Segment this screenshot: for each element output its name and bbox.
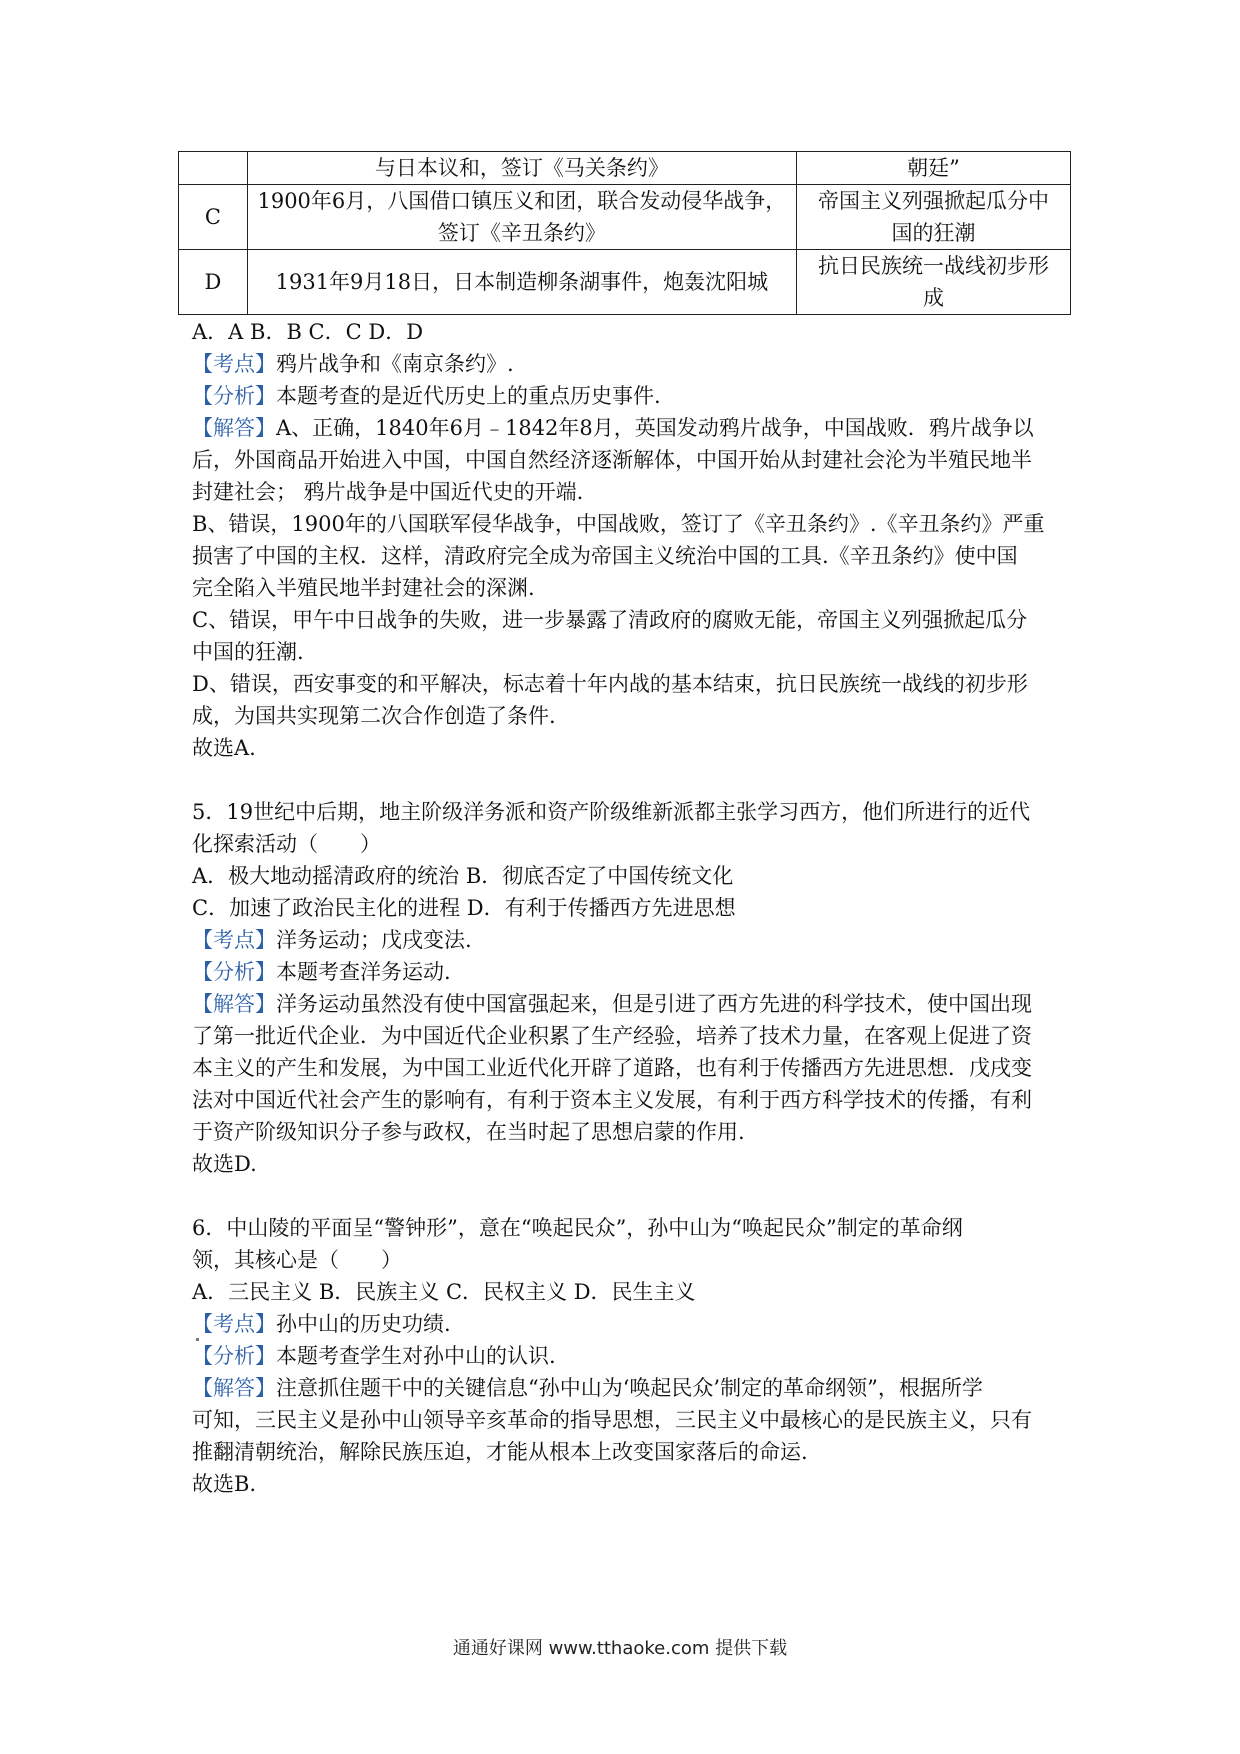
answer-choices: A．三民主义 B．民族主义 C．民权主义 D．民生主义 xyxy=(192,1280,696,1304)
result-text: 帝国主义列强掀起瓜分中 xyxy=(817,189,1049,213)
jieda-text: 可知，三民主义是孙中山领导辛亥革命的指导思想，三民主义中最核心的是民族主义，只有 xyxy=(192,1408,1032,1432)
table-row xyxy=(179,250,1071,315)
jieda-text: 中国的狂潮. xyxy=(192,640,304,664)
option-cell: D xyxy=(179,250,248,315)
jieda-text: A、正确，1840年6月﹣1842年8月，英国发动鸦片战争，中国战败．鸦片战争以 xyxy=(276,416,1034,440)
event-text: 与日本议和，签订《马关条约》 xyxy=(374,156,669,180)
result-cell xyxy=(796,152,1070,185)
table-row xyxy=(179,185,1071,250)
jieda-text: 本主义的产生和发展，为中国工业近代化开辟了道路，也有利于传播西方先进思想．戊戌变 xyxy=(192,1056,1032,1080)
stray-mark xyxy=(196,1338,199,1341)
event-cell xyxy=(247,250,796,315)
question-stem: 领，其核心是（ ） xyxy=(192,1248,402,1272)
event-text: 签订《辛丑条约》 xyxy=(437,221,606,245)
answer-conclusion: 故选A. xyxy=(192,736,256,760)
answer-choices: A．A B．B C．C D．D xyxy=(192,320,424,344)
jieda-text: 洋务运动虽然没有使中国富强起来，但是引进了西方先进的科学技术，使中国出现 xyxy=(276,992,1032,1016)
option-cell: C xyxy=(179,185,248,250)
table-row xyxy=(179,152,1071,185)
jieda-text: 封建社会； 鸦片战争是中国近代史的开端. xyxy=(192,480,584,504)
options-table xyxy=(178,151,1071,315)
kaodian-line: 【考点】孙中山的历史功绩. xyxy=(192,1312,451,1336)
jieda-text: B、错误，1900年的八国联军侵华战争，中国战败，签订了《辛丑条约》.《辛丑条约》严重 xyxy=(192,512,1045,536)
page-footer: 通通好课网 www.tthaoke.com 提供下载 xyxy=(452,1638,788,1659)
answer-choices: A．极大地动摇清政府的统治 B．彻底否定了中国传统文化 xyxy=(192,864,734,888)
result-text: 朝廷” xyxy=(907,156,960,180)
jieda-text: 推翻清朝统治，解除民族压迫，才能从根本上改变国家落后的命运. xyxy=(192,1440,808,1464)
answer-choices: C．加速了政治民主化的进程 D．有利于传播西方先进思想 xyxy=(192,896,736,920)
jieda-line: 【解答】A、正确，1840年6月﹣1842年8月，英国发动鸦片战争，中国战败．鸦片战争以 xyxy=(192,416,1034,440)
jieda-text: 注意抓住题干中的关键信息“孙中山为‘唤起民众’制定的革命纲领”，根据所学 xyxy=(276,1376,983,1400)
kaodian-text: 洋务运动；戊戌变法. xyxy=(276,928,472,952)
jieda-line: 【解答】注意抓住题干中的关键信息“孙中山为‘唤起民众’制定的革命纲领”，根据所学 xyxy=(192,1376,983,1400)
kaodian-label: 考点 xyxy=(213,928,255,952)
kaodian-text: 鸦片战争和《南京条约》. xyxy=(276,352,514,376)
jieda-label: 解答 xyxy=(213,992,255,1016)
kaodian-label: 考点 xyxy=(213,1312,255,1336)
jieda-text: 了第一批近代企业．为中国近代企业积累了生产经验，培养了技术力量，在客观上促进了资 xyxy=(192,1024,1032,1048)
event-cell xyxy=(247,185,796,250)
event-cell xyxy=(247,152,796,185)
jieda-text: 后，外国商品开始进入中国，中国自然经济逐渐解体，中国开始从封建社会沦为半殖民地半 xyxy=(192,448,1032,472)
result-text: 国的狂潮 xyxy=(891,221,976,245)
result-text: 抗日民族统一战线初步形 xyxy=(817,254,1049,278)
kaodian-line: 【考点】鸦片战争和《南京条约》. xyxy=(192,352,514,376)
fenxi-label: 分析 xyxy=(213,384,255,408)
fenxi-label: 分析 xyxy=(213,1344,255,1368)
result-text: 成 xyxy=(922,286,944,310)
jieda-text: 完全陷入半殖民地半封建社会的深渊. xyxy=(192,576,535,600)
result-cell xyxy=(796,185,1070,250)
jieda-label: 解答 xyxy=(213,416,255,440)
kaodian-text: 孙中山的历史功绩. xyxy=(276,1312,451,1336)
jieda-text: D、错误，西安事变的和平解决，标志着十年内战的基本结束，抗日民族统一战线的初步形 xyxy=(192,672,1028,696)
jieda-text: 损害了中国的主权．这样，清政府完全成为帝国主义统治中国的工具.《辛丑条约》使中国 xyxy=(192,544,1018,568)
jieda-text: 法对中国近代社会产生的影响有，有利于资本主义发展，有利于西方科学技术的传播，有利 xyxy=(192,1088,1032,1112)
question-stem: 5．19世纪中后期，地主阶级洋务派和资产阶级维新派都主张学习西方，他们所进行的近代 xyxy=(192,800,1031,824)
jieda-text: 于资产阶级知识分子参与政权，在当时起了思想启蒙的作用. xyxy=(192,1120,745,1144)
jieda-line: 【解答】洋务运动虽然没有使中国富强起来，但是引进了西方先进的科学技术，使中国出现 xyxy=(192,992,1032,1016)
fenxi-text: 本题考查学生对孙中山的认识. xyxy=(276,1344,556,1368)
option-cell xyxy=(179,152,248,185)
question-stem: 6．中山陵的平面呈“警钟形”，意在“唤起民众”，孙中山为“唤起民众”制定的革命纲 xyxy=(192,1216,963,1240)
fenxi-text: 本题考查的是近代历史上的重点历史事件. xyxy=(276,384,661,408)
fenxi-line: 【分析】本题考查洋务运动. xyxy=(192,960,451,984)
event-text: 1931年9月18日，日本制造柳条湖事件，炮轰沈阳城 xyxy=(275,270,769,294)
fenxi-text: 本题考查洋务运动. xyxy=(276,960,451,984)
kaodian-line: 【考点】洋务运动；戊戌变法. xyxy=(192,928,472,952)
answer-conclusion: 故选D. xyxy=(192,1152,257,1176)
answer-conclusion: 故选B. xyxy=(192,1472,257,1496)
jieda-text: 成，为国共实现第二次合作创造了条件. xyxy=(192,704,556,728)
question-stem: 化探索活动（ ） xyxy=(192,832,381,856)
jieda-text: C、错误，甲午中日战争的失败，进一步暴露了清政府的腐败无能，帝国主义列强掀起瓜分 xyxy=(192,608,1028,632)
fenxi-label: 分析 xyxy=(213,960,255,984)
event-text: 1900年6月，八国借口镇压义和团，联合发动侵华战争， xyxy=(257,189,787,213)
kaodian-label: 考点 xyxy=(213,352,255,376)
fenxi-line: 【分析】本题考查学生对孙中山的认识. xyxy=(192,1344,556,1368)
jieda-label: 解答 xyxy=(213,1376,255,1400)
fenxi-line: 【分析】本题考查的是近代历史上的重点历史事件. xyxy=(192,384,661,408)
result-cell xyxy=(796,250,1070,315)
document-body xyxy=(192,316,1072,1500)
